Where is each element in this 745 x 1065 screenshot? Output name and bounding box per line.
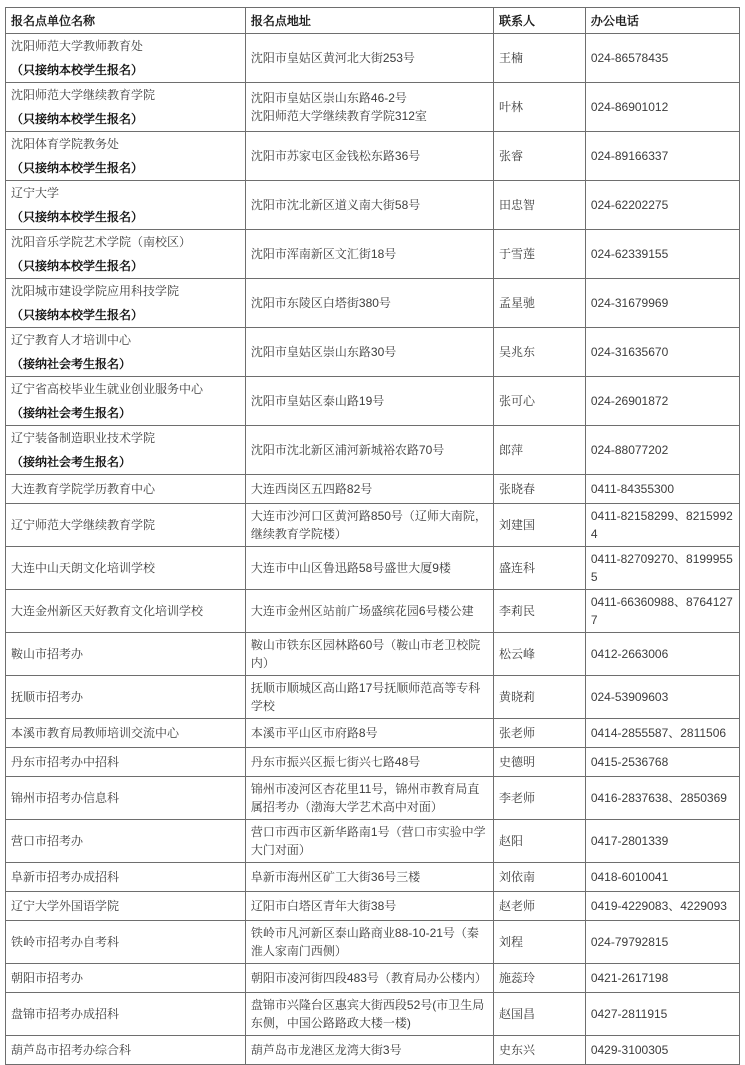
cell-address — [245, 475, 493, 504]
cell-unit-name — [6, 777, 246, 820]
cell-phone: 024-26901872 — [585, 377, 739, 426]
table-row — [6, 230, 740, 279]
address-line: 大连西岗区五四路82号 — [250, 482, 373, 496]
address-line: 大连市金州区站前广场盛缤花园6号楼公建 — [250, 604, 474, 618]
cell-phone: 024-62339155 — [585, 230, 739, 279]
address-line: 葫芦岛市龙港区龙湾大街3号 — [250, 1043, 402, 1057]
address-line: 沈阳市浑南新区文汇街18号 — [250, 247, 397, 261]
address-line: 丹东市振兴区振七街兴七路48号 — [250, 755, 421, 769]
table-row — [6, 590, 740, 633]
address-line: 阜新市海州区矿工大街36号三楼 — [250, 870, 421, 884]
cell-contact: 张睿 — [493, 132, 585, 181]
unit-note: （接纳社会考生报名） — [11, 406, 132, 420]
address-line: 大连市中山区鲁迅路58号盛世大厦9楼 — [250, 561, 451, 575]
cell-address — [245, 964, 493, 993]
cell-unit-name — [6, 132, 246, 181]
address-line: 盘锦市兴隆台区惠宾大街西段52号(市卫生局东侧，中国公路路政大楼一楼) — [250, 998, 485, 1030]
cell-phone: 0411-66360988、87641277 — [585, 590, 739, 633]
cell-phone: 0411-82158299、82159924 — [585, 504, 739, 547]
table-row — [6, 748, 740, 777]
cell-unit-name — [6, 993, 246, 1036]
unit-name: 辽宁装备制造职业技术学院 — [11, 431, 156, 445]
column-header-phone: 办公电话 — [585, 8, 739, 34]
cell-phone: 024-31679969 — [585, 279, 739, 328]
registration-points-table — [5, 7, 740, 1065]
cell-address — [245, 34, 493, 83]
cell-address — [245, 777, 493, 820]
cell-contact: 黄晓莉 — [493, 676, 585, 719]
unit-note: （只接纳本校学生报名） — [11, 112, 144, 126]
unit-name: 辽宁大学外国语学院 — [11, 899, 120, 913]
cell-contact: 赵国昌 — [493, 993, 585, 1036]
unit-name: 大连金州新区天好教育文化培训学校 — [11, 604, 204, 618]
cell-unit-name — [6, 83, 246, 132]
table-row — [6, 777, 740, 820]
cell-unit-name — [6, 547, 246, 590]
table-row — [6, 475, 740, 504]
address-line: 锦州市凌河区杏花里11号，锦州市教育局直属招考办（渤海大学艺术高中对面） — [250, 782, 480, 814]
cell-unit-name — [6, 377, 246, 426]
cell-address — [245, 921, 493, 964]
cell-unit-name — [6, 676, 246, 719]
table-body — [6, 34, 740, 1065]
cell-contact: 郎萍 — [493, 426, 585, 475]
table-row — [6, 279, 740, 328]
table-row — [6, 964, 740, 993]
cell-unit-name — [6, 964, 246, 993]
cell-address — [245, 504, 493, 547]
cell-contact: 李老师 — [493, 777, 585, 820]
cell-contact: 刘程 — [493, 921, 585, 964]
table-row — [6, 83, 740, 132]
address-line: 沈阳市皇姑区崇山东路30号 — [250, 345, 397, 359]
cell-contact: 赵阳 — [493, 820, 585, 863]
cell-contact: 吴兆东 — [493, 328, 585, 377]
cell-contact: 张晓春 — [493, 475, 585, 504]
unit-name: 沈阳音乐学院艺术学院（南校区） — [11, 235, 192, 249]
cell-unit-name — [6, 719, 246, 748]
cell-phone: 024-86901012 — [585, 83, 739, 132]
address-line: 沈阳师范大学继续教育学院312室 — [250, 109, 427, 123]
cell-phone: 0419-4229083、4229093 — [585, 892, 739, 921]
unit-name: 营口市招考办 — [11, 834, 84, 848]
cell-address — [245, 547, 493, 590]
table-row — [6, 633, 740, 676]
cell-address — [245, 719, 493, 748]
table-row — [6, 132, 740, 181]
cell-address — [245, 328, 493, 377]
table-row — [6, 504, 740, 547]
address-line: 抚顺市顺城区高山路17号抚顺师范高等专科学校 — [250, 681, 481, 713]
table-row — [6, 676, 740, 719]
unit-note: （只接纳本校学生报名） — [11, 210, 144, 224]
column-header-address: 报名点地址 — [245, 8, 493, 34]
table-row — [6, 426, 740, 475]
cell-unit-name — [6, 504, 246, 547]
cell-address — [245, 993, 493, 1036]
table-row — [6, 921, 740, 964]
table-row — [6, 892, 740, 921]
cell-unit-name — [6, 34, 246, 83]
cell-address — [245, 892, 493, 921]
cell-contact: 史德明 — [493, 748, 585, 777]
cell-address — [245, 1036, 493, 1065]
unit-note: （接纳社会考生报名） — [11, 455, 132, 469]
address-line: 沈阳市苏家屯区金钱松东路36号 — [250, 149, 421, 163]
cell-address — [245, 132, 493, 181]
cell-address — [245, 748, 493, 777]
unit-name: 大连教育学院学历教育中心 — [11, 482, 156, 496]
cell-unit-name — [6, 1036, 246, 1065]
unit-name: 沈阳城市建设学院应用科技学院 — [11, 284, 180, 298]
cell-address — [245, 83, 493, 132]
cell-phone: 0429-3100305 — [585, 1036, 739, 1065]
cell-phone: 0427-2811915 — [585, 993, 739, 1036]
cell-contact: 史东兴 — [493, 1036, 585, 1065]
cell-phone: 024-88077202 — [585, 426, 739, 475]
cell-phone: 0414-2855587、2811506 — [585, 719, 739, 748]
unit-note: （只接纳本校学生报名） — [11, 63, 144, 77]
cell-phone: 0418-6010041 — [585, 863, 739, 892]
column-header-contact: 联系人 — [493, 8, 585, 34]
cell-phone: 0417-2801339 — [585, 820, 739, 863]
table-row — [6, 377, 740, 426]
cell-contact: 孟星驰 — [493, 279, 585, 328]
cell-phone: 024-53909603 — [585, 676, 739, 719]
cell-unit-name — [6, 426, 246, 475]
cell-phone: 0412-2663006 — [585, 633, 739, 676]
cell-address — [245, 230, 493, 279]
address-line: 朝阳市凌河街四段483号（教育局办公楼内） — [250, 971, 487, 985]
cell-contact: 刘建国 — [493, 504, 585, 547]
table-row — [6, 719, 740, 748]
cell-contact: 张老师 — [493, 719, 585, 748]
cell-address — [245, 863, 493, 892]
cell-unit-name — [6, 820, 246, 863]
table-row — [6, 547, 740, 590]
address-line: 沈阳市皇姑区泰山路19号 — [250, 394, 385, 408]
unit-name: 辽宁大学 — [11, 186, 60, 200]
cell-phone: 024-86578435 — [585, 34, 739, 83]
unit-name: 锦州市招考办信息科 — [11, 791, 120, 805]
address-line: 营口市西市区新华路南1号（营口市实验中学大门对面） — [250, 825, 486, 857]
cell-contact: 王楠 — [493, 34, 585, 83]
cell-phone: 0411-84355300 — [585, 475, 739, 504]
cell-phone: 024-79792815 — [585, 921, 739, 964]
cell-address — [245, 676, 493, 719]
table-row — [6, 34, 740, 83]
address-line: 鞍山市铁东区园林路60号（鞍山市老卫校院内） — [250, 638, 481, 670]
cell-unit-name — [6, 181, 246, 230]
unit-name: 辽宁省高校毕业生就业创业服务中心 — [11, 382, 204, 396]
unit-name: 鞍山市招考办 — [11, 647, 84, 661]
unit-name: 沈阳体育学院教务处 — [11, 137, 120, 151]
cell-address — [245, 377, 493, 426]
cell-unit-name — [6, 590, 246, 633]
cell-unit-name — [6, 892, 246, 921]
cell-contact: 张可心 — [493, 377, 585, 426]
address-line: 沈阳市皇姑区黄河北大街253号 — [250, 51, 415, 65]
unit-name: 大连中山天朗文化培训学校 — [11, 561, 156, 575]
table-row — [6, 328, 740, 377]
address-line: 本溪市平山区市府路8号 — [250, 726, 378, 740]
cell-contact: 叶林 — [493, 83, 585, 132]
table-row — [6, 181, 740, 230]
cell-phone: 0416-2837638、2850369 — [585, 777, 739, 820]
cell-contact: 田忠智 — [493, 181, 585, 230]
address-line: 沈阳市沈北新区浦河新城裕农路70号 — [250, 443, 445, 457]
cell-unit-name — [6, 328, 246, 377]
unit-name: 朝阳市招考办 — [11, 971, 84, 985]
cell-phone: 024-31635670 — [585, 328, 739, 377]
cell-unit-name — [6, 230, 246, 279]
address-line: 辽阳市白塔区青年大街38号 — [250, 899, 397, 913]
unit-name: 丹东市招考办中招科 — [11, 755, 120, 769]
unit-note: （只接纳本校学生报名） — [11, 161, 144, 175]
cell-address — [245, 633, 493, 676]
cell-address — [245, 426, 493, 475]
cell-contact: 施蕊玲 — [493, 964, 585, 993]
unit-name: 辽宁教育人才培训中心 — [11, 333, 132, 347]
cell-address — [245, 820, 493, 863]
cell-address — [245, 181, 493, 230]
cell-contact: 松云峰 — [493, 633, 585, 676]
cell-contact: 于雪莲 — [493, 230, 585, 279]
table-row — [6, 820, 740, 863]
unit-note: （只接纳本校学生报名） — [11, 308, 144, 322]
address-line: 铁岭市凡河新区泰山路商业88-10-21号（秦淮人家南门西侧） — [250, 926, 479, 958]
cell-unit-name — [6, 633, 246, 676]
unit-name: 抚顺市招考办 — [11, 690, 84, 704]
cell-address — [245, 590, 493, 633]
cell-unit-name — [6, 863, 246, 892]
unit-name: 铁岭市招考办自考科 — [11, 935, 120, 949]
cell-contact: 赵老师 — [493, 892, 585, 921]
cell-unit-name — [6, 921, 246, 964]
column-header-unit-name: 报名点单位名称 — [6, 8, 246, 34]
cell-phone: 0415-2536768 — [585, 748, 739, 777]
unit-name: 辽宁师范大学继续教育学院 — [11, 518, 156, 532]
table-row — [6, 1036, 740, 1065]
cell-address — [245, 279, 493, 328]
address-line: 沈阳市东陵区白塔街380号 — [250, 296, 391, 310]
address-line: 沈阳市皇姑区崇山东路46-2号 — [250, 91, 407, 105]
unit-name: 阜新市招考办成招科 — [11, 870, 120, 884]
cell-contact: 李莉民 — [493, 590, 585, 633]
address-line: 沈阳市沈北新区道义南大街58号 — [250, 198, 421, 212]
unit-name: 沈阳师范大学继续教育学院 — [11, 88, 156, 102]
cell-unit-name — [6, 475, 246, 504]
unit-note: （只接纳本校学生报名） — [11, 259, 144, 273]
cell-phone: 0411-82709270、81999555 — [585, 547, 739, 590]
table-header-row — [6, 8, 740, 34]
cell-contact: 盛连科 — [493, 547, 585, 590]
cell-phone: 0421-2617198 — [585, 964, 739, 993]
unit-name: 葫芦岛市招考办综合科 — [11, 1043, 132, 1057]
cell-contact: 刘依南 — [493, 863, 585, 892]
address-line: 大连市沙河口区黄河路850号（辽师大南院，继续教育学院楼） — [250, 509, 487, 541]
unit-name: 沈阳师范大学教师教育处 — [11, 39, 144, 53]
unit-note: （接纳社会考生报名） — [11, 357, 132, 371]
cell-phone: 024-62202275 — [585, 181, 739, 230]
cell-unit-name — [6, 279, 246, 328]
cell-unit-name — [6, 748, 246, 777]
unit-name: 本溪市教育局教师培训交流中心 — [11, 726, 180, 740]
table-row — [6, 863, 740, 892]
table-row — [6, 993, 740, 1036]
cell-phone: 024-89166337 — [585, 132, 739, 181]
unit-name: 盘锦市招考办成招科 — [11, 1007, 120, 1021]
